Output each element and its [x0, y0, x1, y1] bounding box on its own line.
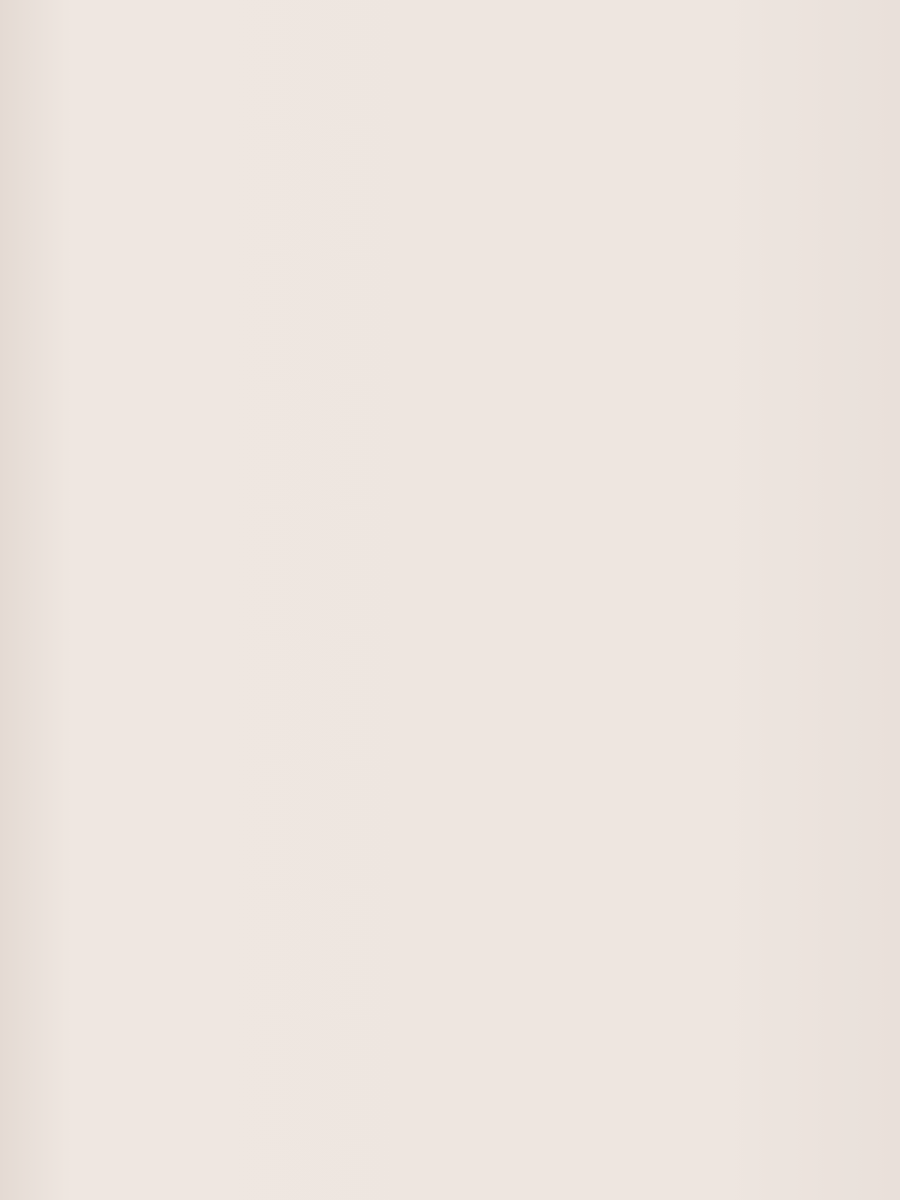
section-heading	[102, 70, 880, 93]
